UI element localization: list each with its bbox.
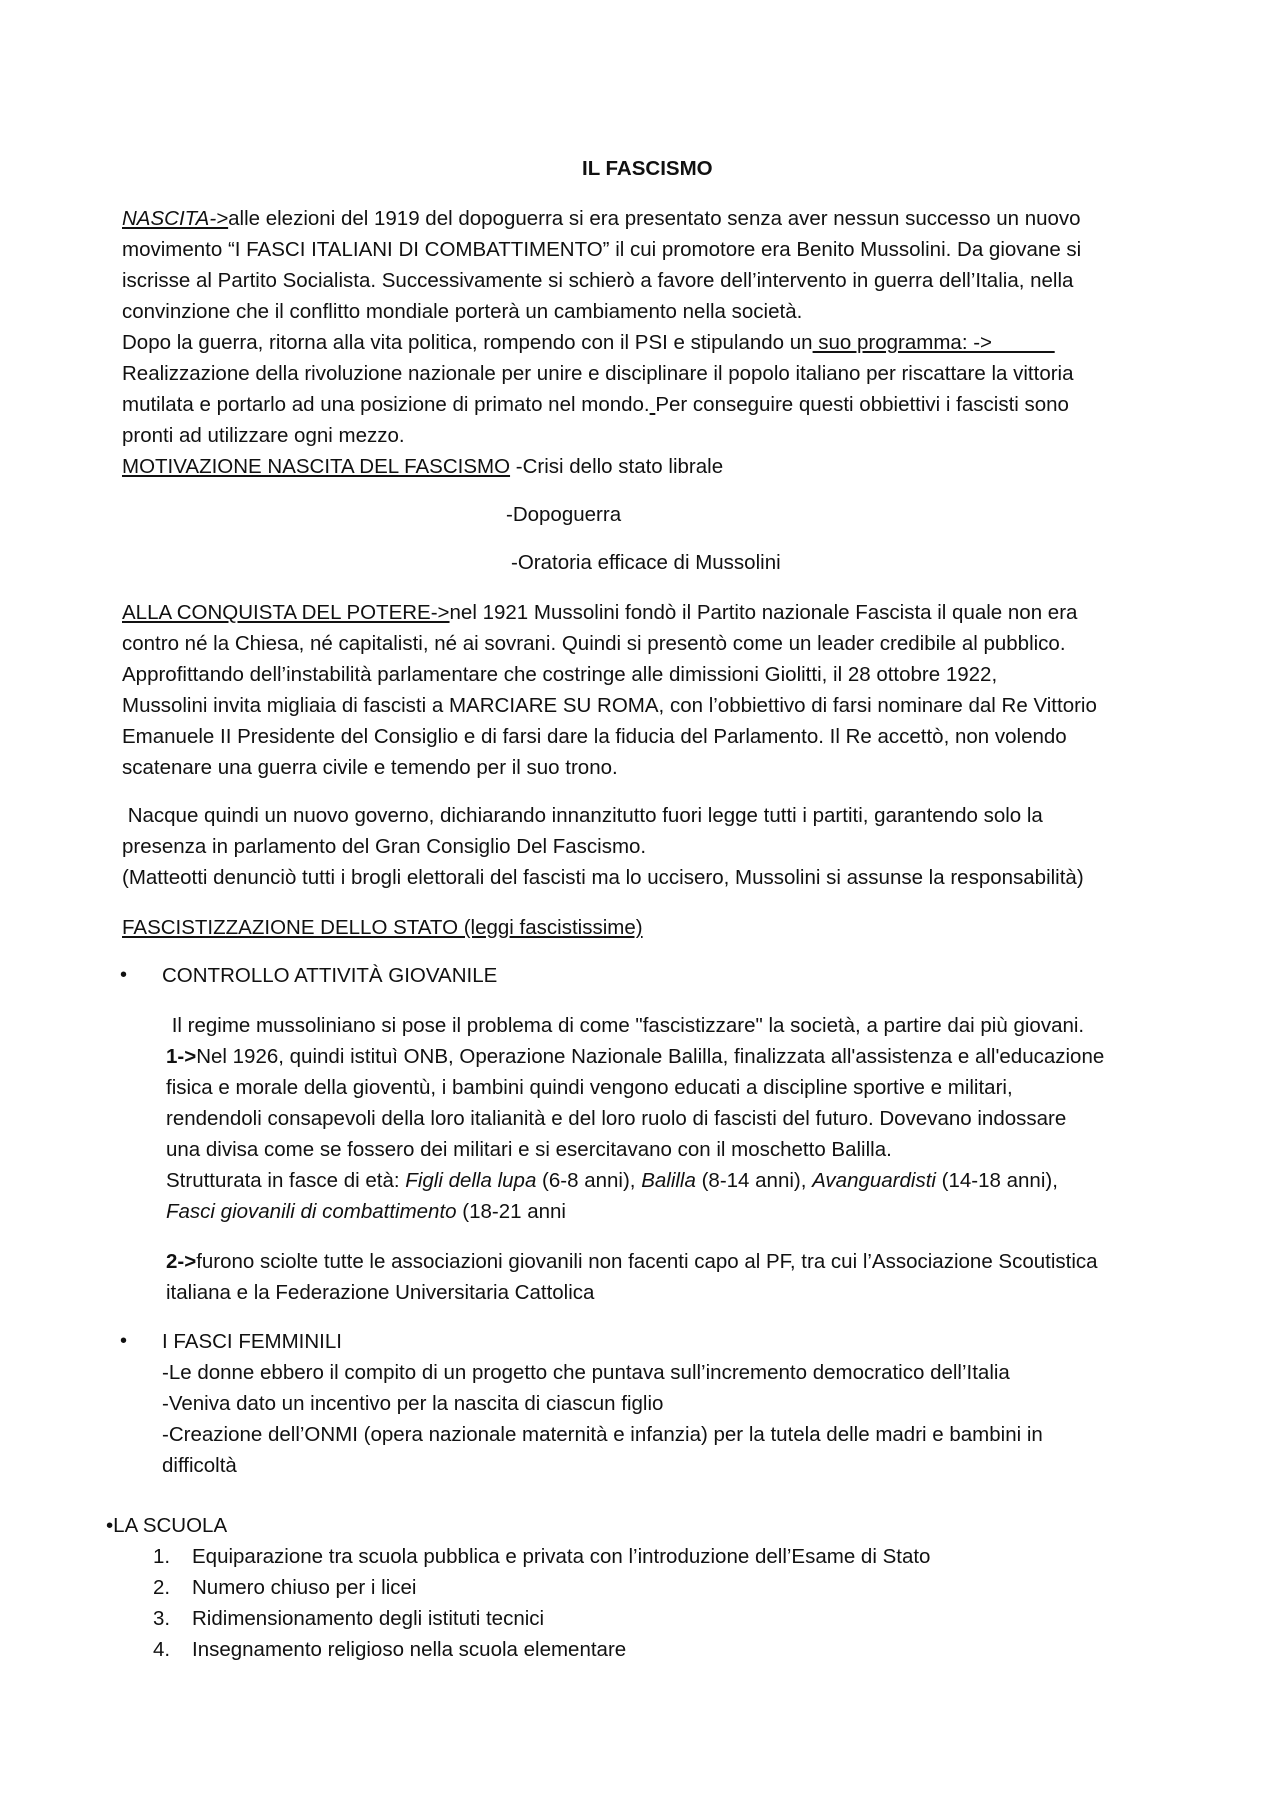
giovanile-p1-line-4: una divisa come se fossero dei militari e si esercitavano con il moschetto Balilla. <box>166 1138 892 1161</box>
bullet-giovanile: • <box>120 964 128 986</box>
giovanile-heading: CONTROLLO ATTIVITÀ GIOVANILE <box>162 964 498 987</box>
giovanile-p1-line-1: 1->Nel 1926, quindi istituì ONB, Operazione Nazionale Balilla, finalizzata all'assistenza e all'educazione <box>166 1045 1105 1068</box>
scuola-item-3-num: 3. <box>153 1607 171 1630</box>
motivazione-label: MOTIVAZIONE NASCITA DEL FASCISMO <box>122 455 511 478</box>
scuola-item-2: Numero chiuso per i licei <box>192 1576 417 1599</box>
scuola-item-3: Ridimensionamento degli istituti tecnici <box>192 1607 545 1630</box>
femminili-heading: I FASCI FEMMINILI <box>162 1330 342 1353</box>
scuola-item-2-num: 2. <box>153 1576 171 1599</box>
bullet-femminili: • <box>120 1330 128 1352</box>
giovanile-fasce-line-2: Fasci giovanili di combattimento (18-21 anni <box>166 1200 566 1223</box>
motivazione-item-3: -Oratoria efficace di Mussolini <box>511 551 781 574</box>
nascita-label: NASCITA-> <box>122 207 229 230</box>
nascita-line-5: Dopo la guerra, ritorna alla vita politica, rompendo con il PSI e stipulando un suo programma: -> <box>122 331 1055 354</box>
femminili-line-1: -Le donne ebbero il compito di un progetto che puntava sull’incremento democratico dell’Italia <box>162 1361 1010 1384</box>
governo-line-1: Nacque quindi un nuovo governo, dichiarando innanzitutto fuori legge tutti i partiti, garantendo solo la <box>122 804 1043 827</box>
nascita-line-6: Realizzazione della rivoluzione nazionale per unire e disciplinare il popolo italiano per riscattare la vittoria <box>122 362 1074 385</box>
conquista-line-6: scatenare una guerra civile e temendo per il suo trono. <box>122 756 618 779</box>
nascita-line-8: pronti ad utilizzare ogni mezzo. <box>122 424 405 447</box>
giovanile-p1-line-3: rendendoli consapevoli della loro italianità e del loro ruolo di fascisti del futuro. Dovevano indossare <box>166 1107 1067 1130</box>
governo-line-3: (Matteotti denunciò tutti i brogli elettorali del fascisti ma lo uccisero, Mussolini si assunse la responsabilità) <box>122 866 1084 889</box>
giovanile-fasce-line-1: Strutturata in fasce di età: Figli della lupa (6-8 anni), Balilla (8-14 anni), Avanguardisti (14-18 anni), <box>166 1169 1058 1192</box>
nascita-line-1: NASCITA->alle elezioni del 1919 del dopoguerra si era presentato senza aver nessun successo un nuovo <box>122 207 1081 230</box>
femminili-line-2: -Veniva dato un incentivo per la nascita di ciascun figlio <box>162 1392 664 1415</box>
conquista-line-4: Mussolini invita migliaia di fascisti a MARCIARE SU ROMA, con l’obbiettivo di farsi nominare dal Re Vittorio <box>122 694 1097 717</box>
governo-line-2: presenza in parlamento del Gran Consiglio Del Fascismo. <box>122 835 647 858</box>
motivazione-item-2: -Dopoguerra <box>506 503 622 526</box>
conquista-label: ALLA CONQUISTA DEL POTERE-> <box>122 601 450 624</box>
giovanile-p2-line-1: 2->furono sciolte tutte le associazioni giovanili non facenti capo al PF, tra cui l’Associazione Scoutistica <box>166 1250 1098 1273</box>
fascistizzazione-label: FASCISTIZZAZIONE DELLO STATO (leggi fascistissime) <box>122 916 643 939</box>
nascita-line-3: iscrisse al Partito Socialista. Successivamente si schierò a favore dell’intervento in guerra dell’Italia, nella <box>122 269 1074 292</box>
conquista-line-5: Emanuele II Presidente del Consiglio e di farsi dare la fiducia del Parlamento. Il Re accettò, non volendo <box>122 725 1067 748</box>
giovanile-intro: Il regime mussoliniano si pose il problema di come "fascistizzare" la società, a partire dai più giovani. <box>166 1014 1085 1037</box>
scuola-item-1-num: 1. <box>153 1545 171 1568</box>
femminili-line-4: difficoltà <box>162 1454 237 1477</box>
scuola-item-4: Insegnamento religioso nella scuola elementare <box>192 1638 627 1661</box>
conquista-line-2: contro né la Chiesa, né capitalisti, né ai sovrani. Quindi si presentò come un leader credibile al pubblico. <box>122 632 1066 655</box>
scuola-item-1: Equiparazione tra scuola pubblica e privata con l’introduzione dell’Esame di Stato <box>192 1545 931 1568</box>
femminili-line-3: -Creazione dell’ONMI (opera nazionale maternità e infanzia) per la tutela delle madri e bambini in <box>162 1423 1043 1446</box>
scuola-heading: •LA SCUOLA <box>106 1514 228 1537</box>
motivazione-line: MOTIVAZIONE NASCITA DEL FASCISMO -Crisi dello stato librale <box>122 455 724 478</box>
programma-label: suo programma: -> <box>812 331 1055 354</box>
nascita-line-4: convinzione che il conflitto mondiale porterà un cambiamento nella società. <box>122 300 803 323</box>
nascita-line-2: movimento “I FASCI ITALIANI DI COMBATTIMENTO” il cui promotore era Benito Mussolini. Da giovane si <box>122 238 1082 261</box>
conquista-line-3: Approfittando dell’instabilità parlamentare che costringe alle dimissioni Giolitti, il 28 ottobre 1922, <box>122 663 998 686</box>
giovanile-p2-line-2: italiana e la Federazione Universitaria Cattolica <box>166 1281 595 1304</box>
page-title: IL FASCISMO <box>582 157 713 180</box>
nascita-line-7: mutilata e portarlo ad una posizione di primato nel mondo. Per conseguire questi obbiettivi i fascisti sono <box>122 393 1069 416</box>
giovanile-p1-line-2: fisica e morale della gioventù, i bambini quindi vengono educati a discipline sportive e militari, <box>166 1076 1013 1099</box>
scuola-item-4-num: 4. <box>153 1638 171 1661</box>
conquista-line-1: ALLA CONQUISTA DEL POTERE->nel 1921 Mussolini fondò il Partito nazionale Fascista il quale non era <box>122 601 1078 624</box>
